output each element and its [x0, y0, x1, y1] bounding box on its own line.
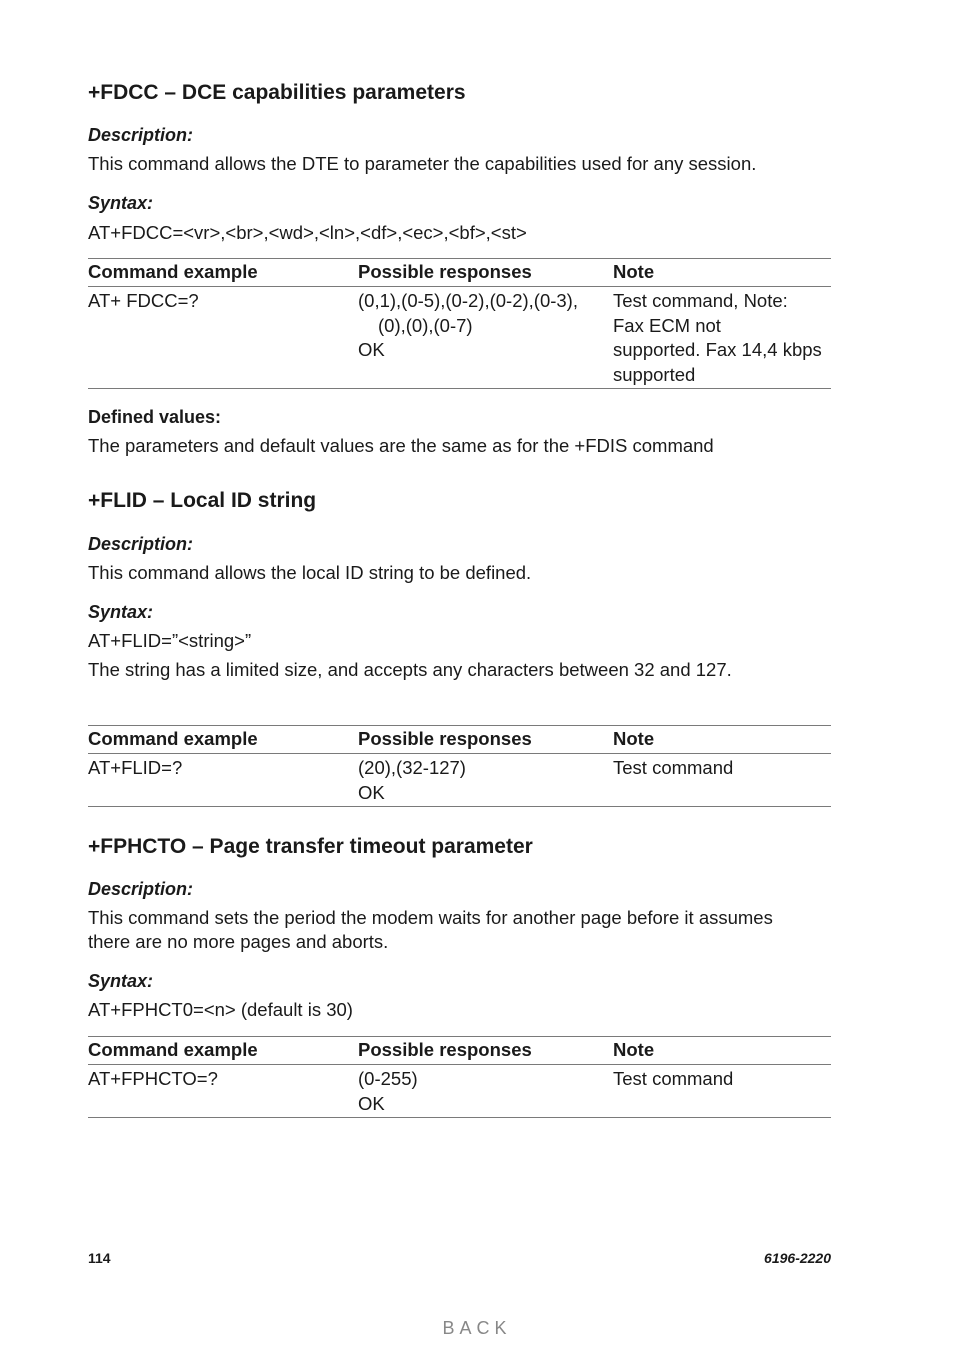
- table-header-command: Command example: [88, 728, 258, 749]
- table-rule: [88, 1036, 831, 1037]
- fdcc-heading: +FDCC – DCE capabilities parameters: [88, 81, 466, 104]
- table-header-responses: Possible responses: [358, 1039, 532, 1060]
- table-header-responses: Possible responses: [358, 261, 532, 282]
- fdcc-description: This command allows the DTE to parameter the capabilities used for any session.: [88, 153, 757, 174]
- document-number: 6196-2220: [764, 1250, 831, 1266]
- table-cell-response: (0),(0),(0-7): [378, 314, 473, 336]
- fphcto-syntax: AT+FPHCT0=<n> (default is 30): [88, 999, 353, 1020]
- fphcto-description-line: there are no more pages and aborts.: [88, 931, 389, 952]
- fdcc-command-table: [88, 258, 831, 389]
- flid-syntax: AT+FLID=”<string>”: [88, 630, 252, 651]
- flid-description-label: Description:: [88, 534, 194, 554]
- table-cell-note: Test command, Note:: [613, 290, 788, 311]
- fdcc-description-label: Description:: [88, 125, 194, 145]
- table-cell-note: Fax ECM not: [613, 314, 721, 336]
- table-header-command: Command example: [88, 1039, 258, 1060]
- fdcc-syntax-label: Syntax:: [88, 193, 154, 213]
- table-rule: [88, 286, 831, 287]
- table-header-command: Command example: [88, 261, 258, 282]
- flid-syntax-note: The string has a limited size, and accepts any characters between 32 and 127.: [88, 659, 732, 680]
- table-cell-response: OK: [358, 781, 385, 803]
- table-cell-command: AT+FPHCTO=?: [88, 1068, 218, 1089]
- fphcto-description-label: Description:: [88, 879, 194, 899]
- table-cell-response: OK: [358, 339, 385, 360]
- flid-command-table: [88, 725, 831, 807]
- fphcto-command-table: [88, 1036, 831, 1118]
- table-header-note: Note: [613, 1039, 655, 1060]
- table-cell-note: Test command: [613, 757, 734, 778]
- fdcc-defined-label: Defined values:: [88, 407, 222, 427]
- table-cell-note: Test command: [613, 1068, 734, 1089]
- table-cell-note: supported: [613, 363, 696, 385]
- table-header-note: Note: [613, 261, 655, 282]
- table-rule: [88, 1064, 831, 1065]
- flid-syntax-label: Syntax:: [88, 602, 154, 622]
- table-cell-response: (20),(32-127): [358, 757, 466, 778]
- table-rule: [88, 806, 831, 807]
- table-header-note: Note: [613, 728, 655, 749]
- back-link[interactable]: BACK: [442, 1318, 512, 1338]
- table-cell-note: supported. Fax 14,4 kbps: [613, 339, 822, 360]
- fdcc-defined-text: The parameters and default values are the same as for the +FDIS command: [88, 435, 714, 456]
- fphcto-heading: +FPHCTO – Page transfer timeout parameter: [88, 835, 533, 858]
- table-rule: [88, 388, 831, 389]
- table-cell-command: AT+FLID=?: [88, 757, 183, 778]
- table-cell-response: OK: [358, 1092, 385, 1114]
- table-cell-command: AT+ FDCC=?: [88, 290, 199, 311]
- table-rule: [88, 753, 831, 754]
- fdcc-syntax: AT+FDCC=<vr>,<br>,<wd>,<ln>,<df>,<ec>,<bf>,<st>: [88, 222, 527, 243]
- table-rule: [88, 1117, 831, 1118]
- page-number: 114: [88, 1250, 111, 1266]
- table-rule: [88, 258, 831, 259]
- fphcto-description-line: This command sets the period the modem waits for another page before it assumes: [88, 907, 773, 928]
- table-rule: [88, 725, 831, 726]
- fphcto-syntax-label: Syntax:: [88, 971, 154, 991]
- table-header-responses: Possible responses: [358, 728, 532, 749]
- table-cell-response: (0-255): [358, 1068, 418, 1089]
- flid-heading: +FLID – Local ID string: [88, 489, 317, 512]
- table-cell-response: (0,1),(0-5),(0-2),(0-2),(0-3),: [358, 290, 578, 311]
- flid-description: This command allows the local ID string to be defined.: [88, 562, 532, 583]
